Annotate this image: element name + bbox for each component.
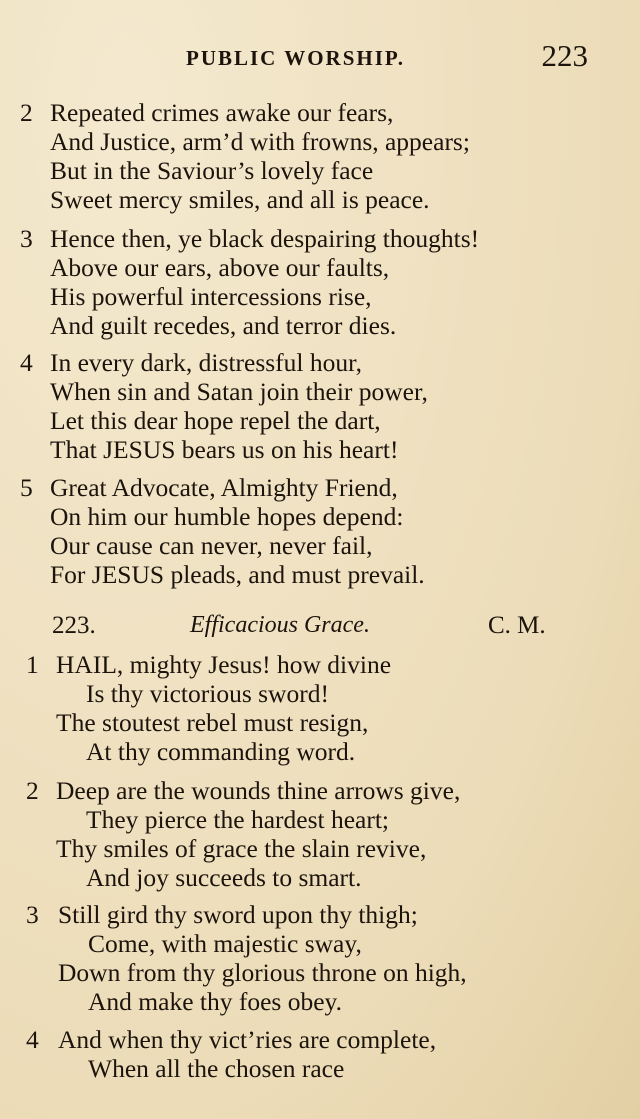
verse-line: But in the Saviour’s lovely face bbox=[50, 156, 374, 185]
stanza-number: 4 bbox=[26, 1025, 39, 1054]
verse-line: At thy commanding word. bbox=[86, 737, 356, 766]
verse-line: The stoutest rebel must resign, bbox=[56, 708, 369, 737]
verse-line: Come, with majestic sway, bbox=[88, 929, 362, 958]
hymn-meter: C. M. bbox=[488, 612, 546, 639]
verse-line: That JESUS bears us on his heart! bbox=[50, 435, 399, 464]
verse-line: They pierce the hardest heart; bbox=[86, 805, 390, 834]
verse-line: Great Advocate, Almighty Friend, bbox=[50, 473, 398, 502]
verse-line: Let this dear hope repel the dart, bbox=[50, 406, 381, 435]
hymn-number: 223. bbox=[52, 612, 96, 639]
verse-line: His powerful intercessions rise, bbox=[50, 282, 372, 311]
page-header bbox=[0, 36, 640, 76]
verse-line: And guilt recedes, and terror dies. bbox=[50, 311, 397, 340]
verse-line: And make thy foes obey. bbox=[88, 987, 342, 1016]
verse-line: Above our ears, above our faults, bbox=[50, 253, 390, 282]
verse-line: Repeated crimes awake our fears, bbox=[50, 98, 394, 127]
verse-line: When sin and Satan join their power, bbox=[50, 377, 428, 406]
verse-line: On him our humble hopes depend: bbox=[50, 502, 404, 531]
verse-line: Still gird thy sword upon thy thigh; bbox=[58, 900, 418, 929]
verse-line: And Justice, arm’d with frowns, appears; bbox=[50, 127, 470, 156]
verse-line: For JESUS pleads, and must prevail. bbox=[50, 560, 425, 589]
stanza-number: 3 bbox=[26, 900, 39, 929]
page-number: 223 bbox=[541, 38, 588, 73]
verse-line: Is thy victorious sword! bbox=[86, 679, 329, 708]
verse-line: And joy succeeds to smart. bbox=[86, 863, 362, 892]
verse-line: Sweet mercy smiles, and all is peace. bbox=[50, 185, 430, 214]
stanza-number: 5 bbox=[20, 473, 33, 502]
hymn-title: Efficacious Grace. bbox=[190, 612, 370, 638]
verse-line: Thy smiles of grace the slain revive, bbox=[56, 834, 427, 863]
verse-line: Our cause can never, never fail, bbox=[50, 531, 373, 560]
verse-line: Down from thy glorious throne on high, bbox=[58, 958, 467, 987]
stanza-number: 1 bbox=[26, 650, 39, 679]
verse-line: Deep are the wounds thine arrows give, bbox=[56, 776, 461, 805]
stanza-number: 2 bbox=[20, 98, 33, 127]
stanza-number: 4 bbox=[20, 348, 33, 377]
verse-line: HAIL, mighty Jesus! how divine bbox=[56, 650, 392, 679]
hymn-heading bbox=[0, 612, 640, 644]
stanza-number: 3 bbox=[20, 224, 33, 253]
stanza-number: 2 bbox=[26, 776, 39, 805]
verse-line: And when thy vict’ries are complete, bbox=[58, 1025, 437, 1054]
verse-line: Hence then, ye black despairing thoughts! bbox=[50, 224, 480, 253]
running-head: PUBLIC WORSHIP. bbox=[186, 46, 406, 70]
verse-line: In every dark, distressful hour, bbox=[50, 348, 362, 377]
verse-line: When all the chosen race bbox=[88, 1054, 345, 1083]
